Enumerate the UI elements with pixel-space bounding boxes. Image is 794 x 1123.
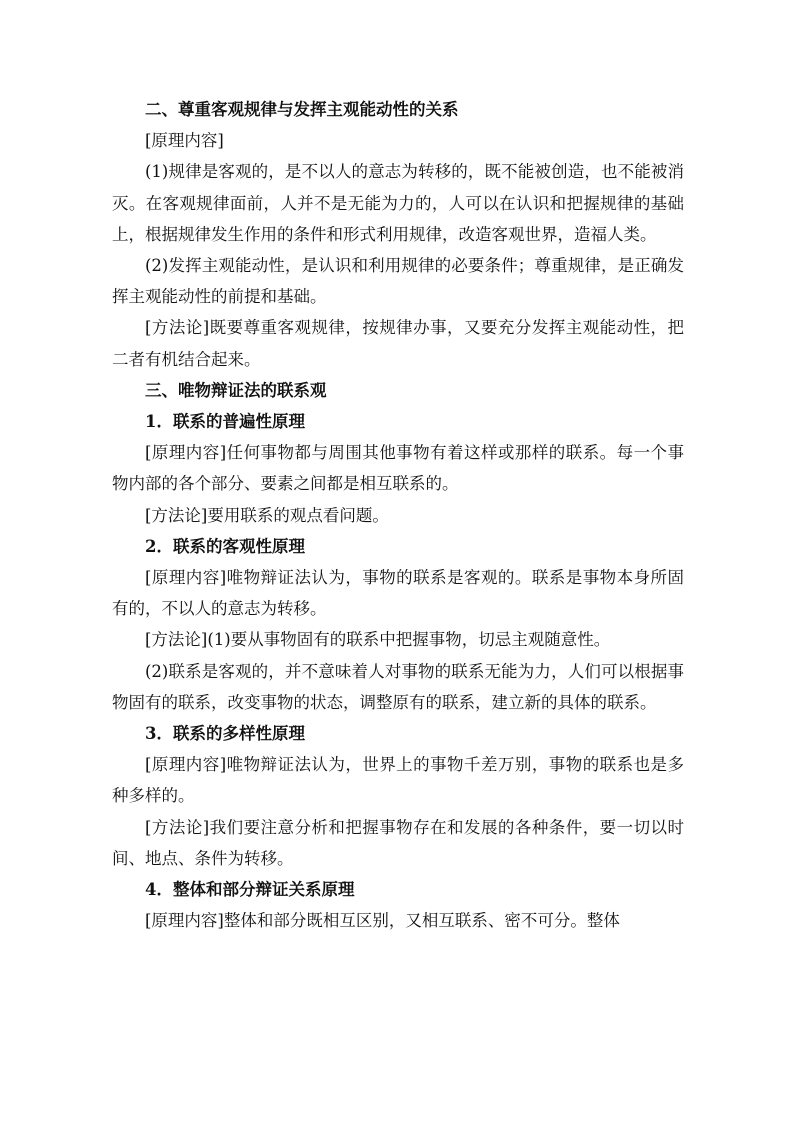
paragraph-subjective-initiative: (2)发挥主观能动性，是认识和利用规律的必要条件；尊重规律，是正确发挥主观能动性的前提和基础。 xyxy=(112,256,684,307)
subsection-3-content: [原理内容]唯物辩证法认为，世界上的事物千差万别，事物的联系也是多种多样的。 xyxy=(112,755,684,806)
principle-label: [原理内容] xyxy=(145,131,224,151)
subsection-3-method: [方法论]我们要注意分析和把握事物存在和发展的各种条件，要一切以时间、地点、条件为转移。 xyxy=(112,817,684,868)
subsection-title-4: 4．整体和部分辩证关系原理 xyxy=(145,880,355,900)
paragraph-methodology: [方法论]既要尊重客观规律，按规律办事，又要充分发挥主观能动性，把二者有机结合起来。 xyxy=(112,318,684,369)
subsection-2-method: [方法论](1)要从事物固有的联系中把握事物，切忌主观随意性。 xyxy=(145,630,611,650)
subsection-2-content: [原理内容]唯物辩证法认为，事物的联系是客观的。联系是事物本身所固有的，不以人的意志为转移。 xyxy=(112,568,684,619)
section-heading-2: 二、尊重客观规律与发挥主观能动性的关系 xyxy=(145,100,459,119)
subsection-title-3: 3．联系的多样性原理 xyxy=(145,724,305,744)
document-page xyxy=(112,94,684,936)
subsection-1-content: [原理内容]任何事物都与周围其他事物有着这样或那样的联系。每一个事物内部的各个部分、要素之间都是相互联系的。 xyxy=(112,443,684,494)
paragraph-law-objective: (1)规律是客观的，是不以人的意志为转移的，既不能被创造，也不能被消灭。在客观规律面前，人并不是无能为力的，人可以在认识和把握规律的基础上，根据规律发生作用的条件和形式利用规律，改造客观世界，造福人类。 xyxy=(112,162,684,244)
subsection-4-content: [原理内容]整体和部分既相互区别，又相互联系、密不可分。整体 xyxy=(145,911,620,931)
section-heading-3: 三、唯物辩证法的联系观 xyxy=(145,380,327,400)
subsection-1-method: [方法论]要用联系的观点看问题。 xyxy=(145,505,389,525)
subsection-title-1: 1．联系的普遍性原理 xyxy=(145,412,305,432)
subsection-2-method-2: (2)联系是客观的，并不意味着人对事物的联系无能为力，人们可以根据事物固有的联系，改变事物的状态，调整原有的联系，建立新的具体的联系。 xyxy=(112,661,684,712)
subsection-title-2: 2．联系的客观性原理 xyxy=(145,536,305,556)
